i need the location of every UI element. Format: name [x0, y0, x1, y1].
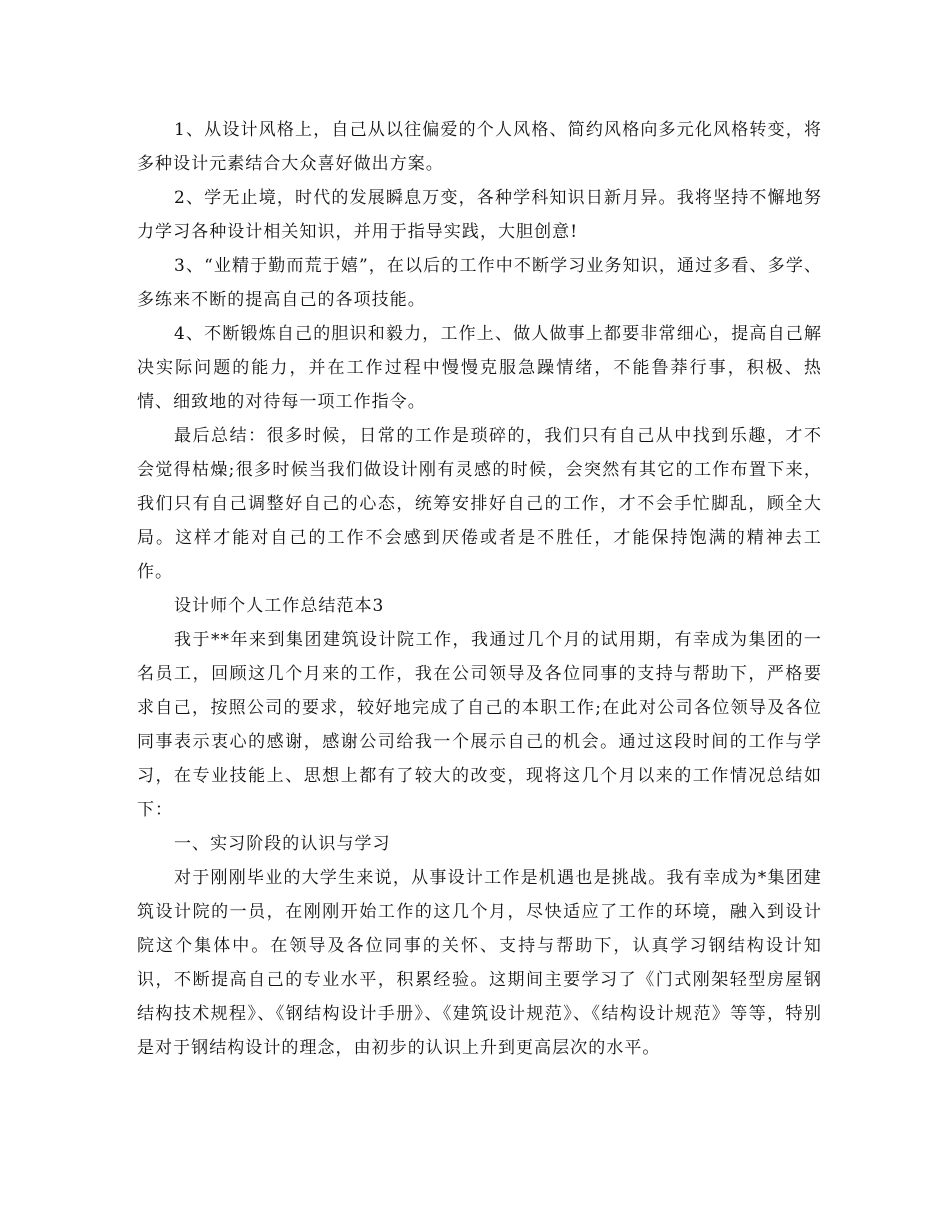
paragraph-internship: 对于刚刚毕业的大学生来说，从事设计工作是机遇也是挑战。我有幸成为*集团建筑设计院的一员，在刚刚开始工作的这几个月，尽快适应了工作的环境，融入到设计院这个集体中。在领导及各位同事的关怀、支持与帮助下，认真学习钢结构设计知识，不断提高自己的专业水平，积累经验。这期间主要学习了《门式刚架轻型房屋钢结构技术规程》、《钢结构设计手册》、《建筑设计规范》、《结构设计规范》等等，特别是对于钢结构设计的理念，由初步的认识上升到更高层次的水平。: [137, 868, 822, 1058]
section-title: 设计师个人工作总结范本3: [174, 596, 385, 616]
subsection-title: 一、实习阶段的认识与学习: [174, 834, 391, 854]
paragraph-1: 1、从设计风格上，自己从以往偏爱的个人风格、简约风格向多元化风格转变，将多种设计元素结合大众喜好做出方案。: [137, 120, 822, 174]
paragraph-2: 2、学无止境，时代的发展瞬息万变，各种学科知识日新月异。我将坚持不懈地努力学习各种设计相关知识，并用于指导实践，大胆创意!: [137, 188, 822, 242]
paragraph-4: 4、不断锻炼自己的胆识和毅力，工作上、做人做事上都要非常细心，提高自己解决实际问题的能力，并在工作过程中慢慢克服急躁情绪，不能鲁莽行事，积极、热情、细致地的对待每一项工作指令。: [137, 324, 822, 412]
paragraph-3: 3、“业精于勤而荒于嬉”，在以后的工作中不断学习业务知识，通过多看、多学、多练来不断的提高自己的各项技能。: [137, 256, 822, 310]
document-body: [137, 113, 822, 1065]
paragraph-summary: 最后总结：很多时候，日常的工作是琐碎的，我们只有自己从中找到乐趣，才不会觉得枯燥;很多时候当我们做设计刚有灵感的时候，会突然有其它的工作布置下来，我们只有自己调整好自己的心态，统筹安排好自己的工作，才不会手忙脚乱，顾全大局。这样才能对自己的工作不会感到厌倦或者是不胜任，才能保持饱满的精神去工作。: [137, 426, 822, 582]
paragraph-intro: 我于**年来到集团建筑设计院工作，我通过几个月的试用期，有幸成为集团的一名员工，回顾这几个月来的工作，我在公司领导及各位同事的支持与帮助下，严格要求自己，按照公司的要求，较好地完成了自己的本职工作;在此对公司各位领导及各位同事表示衷心的感谢，感谢公司给我一个展示自己的机会。通过这段时间的工作与学习，在专业技能上、思想上都有了较大的改变，现将这几个月以来的工作情况总结如下：: [137, 630, 822, 820]
